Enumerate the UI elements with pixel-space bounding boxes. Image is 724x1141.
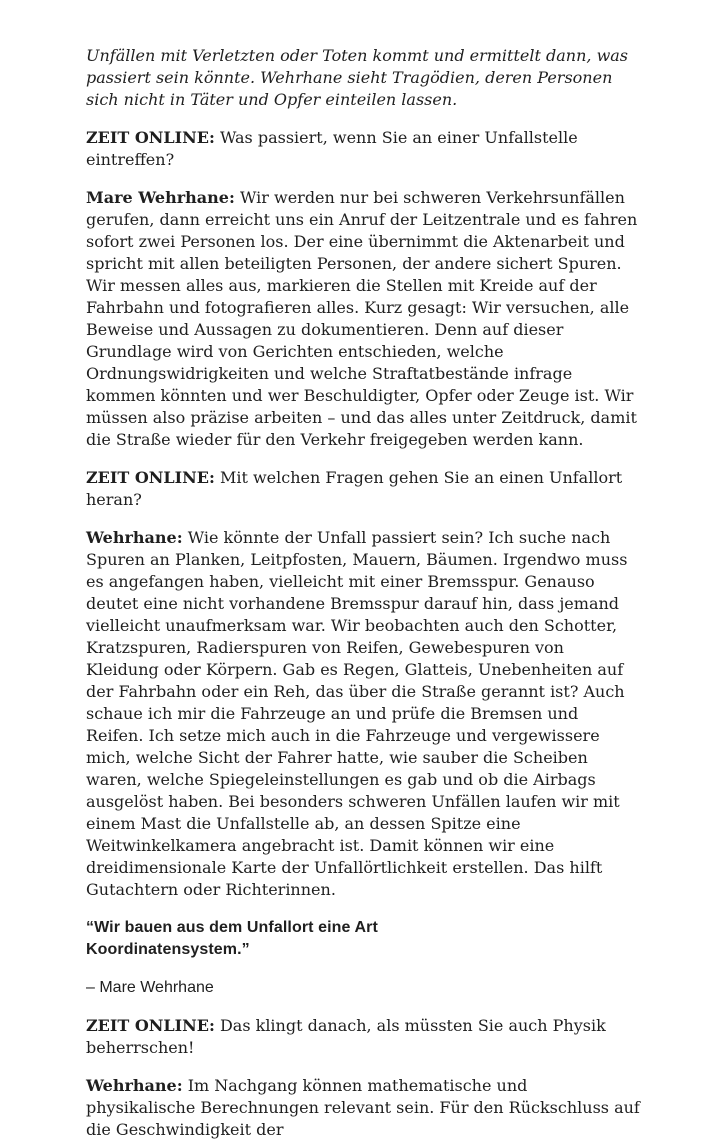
answer-paragraph xyxy=(86,1075,640,1141)
pull-quote: “Wir bauen aus dem Unfallort eine Art Koordinatensystem.” xyxy=(86,919,378,958)
speaker-label: Wehrhane: xyxy=(86,1076,183,1095)
answer-text: Wir werden nur bei schweren Verkehrsunfällen gerufen, dann erreicht uns ein Anruf der Leitzentrale und es fahren sofort zwei Personen los. Der eine übernimmt die Aktenarbeit und spricht mit allen beteiligten Personen, der andere sichert Spuren. Wir messen alles aus, markieren die Stellen mit Kreide auf der Fahrbahn und fotografieren alles. Kurz gesagt: Wir versuchen, alle Beweise und Aussagen zu dokumentieren. Denn auf dieser Grundlage wird von Gerichten entschieden, welche Ordnungswidrigkeiten und welche Straftatbestände infrage kommen könnten und wer Beschuldigter, Opfer oder Zeuge ist. Wir müssen also präzise arbeiten – und das alles unter Zeitdruck, damit die Straße wieder für den Verkehr freigegeben werden kann. xyxy=(86,188,638,449)
pull-quote-attribution: – Mare Wehrhane xyxy=(86,979,214,996)
question-text: Was passiert, wenn Sie an einer Unfallstelle eintreffen? xyxy=(86,128,578,169)
answer-paragraph xyxy=(86,187,640,451)
question-text: Das klingt danach, als müssten Sie auch Physik beherrschen! xyxy=(86,1016,606,1057)
article-intro-paragraph: Unfällen mit Verletzten oder Toten kommt und ermittelt dann, was passiert sein könnte. Wehrhane sieht Tragödien, deren Personen sich nicht in Täter und Opfer einteilen lassen. xyxy=(86,46,629,109)
answer-text: Im Nachgang können mathematische und physikalische Berechnungen relevant sein. Für den Rückschluss auf die Geschwindigkeit der xyxy=(86,1076,640,1139)
answer-paragraph xyxy=(86,527,640,901)
question-paragraph xyxy=(86,1015,640,1059)
question-text: Mit welchen Fragen gehen Sie an einen Unfallort heran? xyxy=(86,468,623,509)
speaker-label: ZEIT ONLINE: xyxy=(86,128,215,147)
speaker-label: ZEIT ONLINE: xyxy=(86,468,215,487)
speaker-label: Mare Wehrhane: xyxy=(86,188,235,207)
speaker-label: ZEIT ONLINE: xyxy=(86,1016,215,1035)
speaker-label: Wehrhane: xyxy=(86,528,183,547)
question-paragraph xyxy=(86,467,640,511)
question-paragraph xyxy=(86,127,640,171)
answer-text: Wie könnte der Unfall passiert sein? Ich suche nach Spuren an Planken, Leitpfosten, Mauern, Bäumen. Irgendwo muss es angefangen haben, vielleicht mit einer Bremsspur. Genauso deutet eine nicht vorhandene Bremsspur darauf hin, dass jemand vielleicht unaufmerksam war. Wir beobachten auch den Schotter, Kratzspuren, Radierspuren von Reifen, Gewebespuren von Kleidung oder Körpern. Gab es Regen, Glatteis, Unebenheiten auf der Fahrbahn oder ein Reh, das über die Straße gerannt ist? Auch schaue ich mir die Fahrzeuge an und prüfe die Bremsen und Reifen. Ich setze mich auch in die Fahrzeuge und vergewissere mich, welche Sicht der Fahrer hatte, wie sauber die Scheiben waren, welche Spiegeleinstellungen es gab und ob die Airbags ausgelöst haben. Bei besonders schweren Unfällen laufen wir mit einem Mast die Unfallstelle ab, an dessen Spitze eine Weitwinkelkamera angebracht ist. Damit können wir eine dreidimensionale Karte der Unfallörtlichkeit erstellen. Das hilft Gutachtern oder Richterinnen. xyxy=(86,528,628,899)
